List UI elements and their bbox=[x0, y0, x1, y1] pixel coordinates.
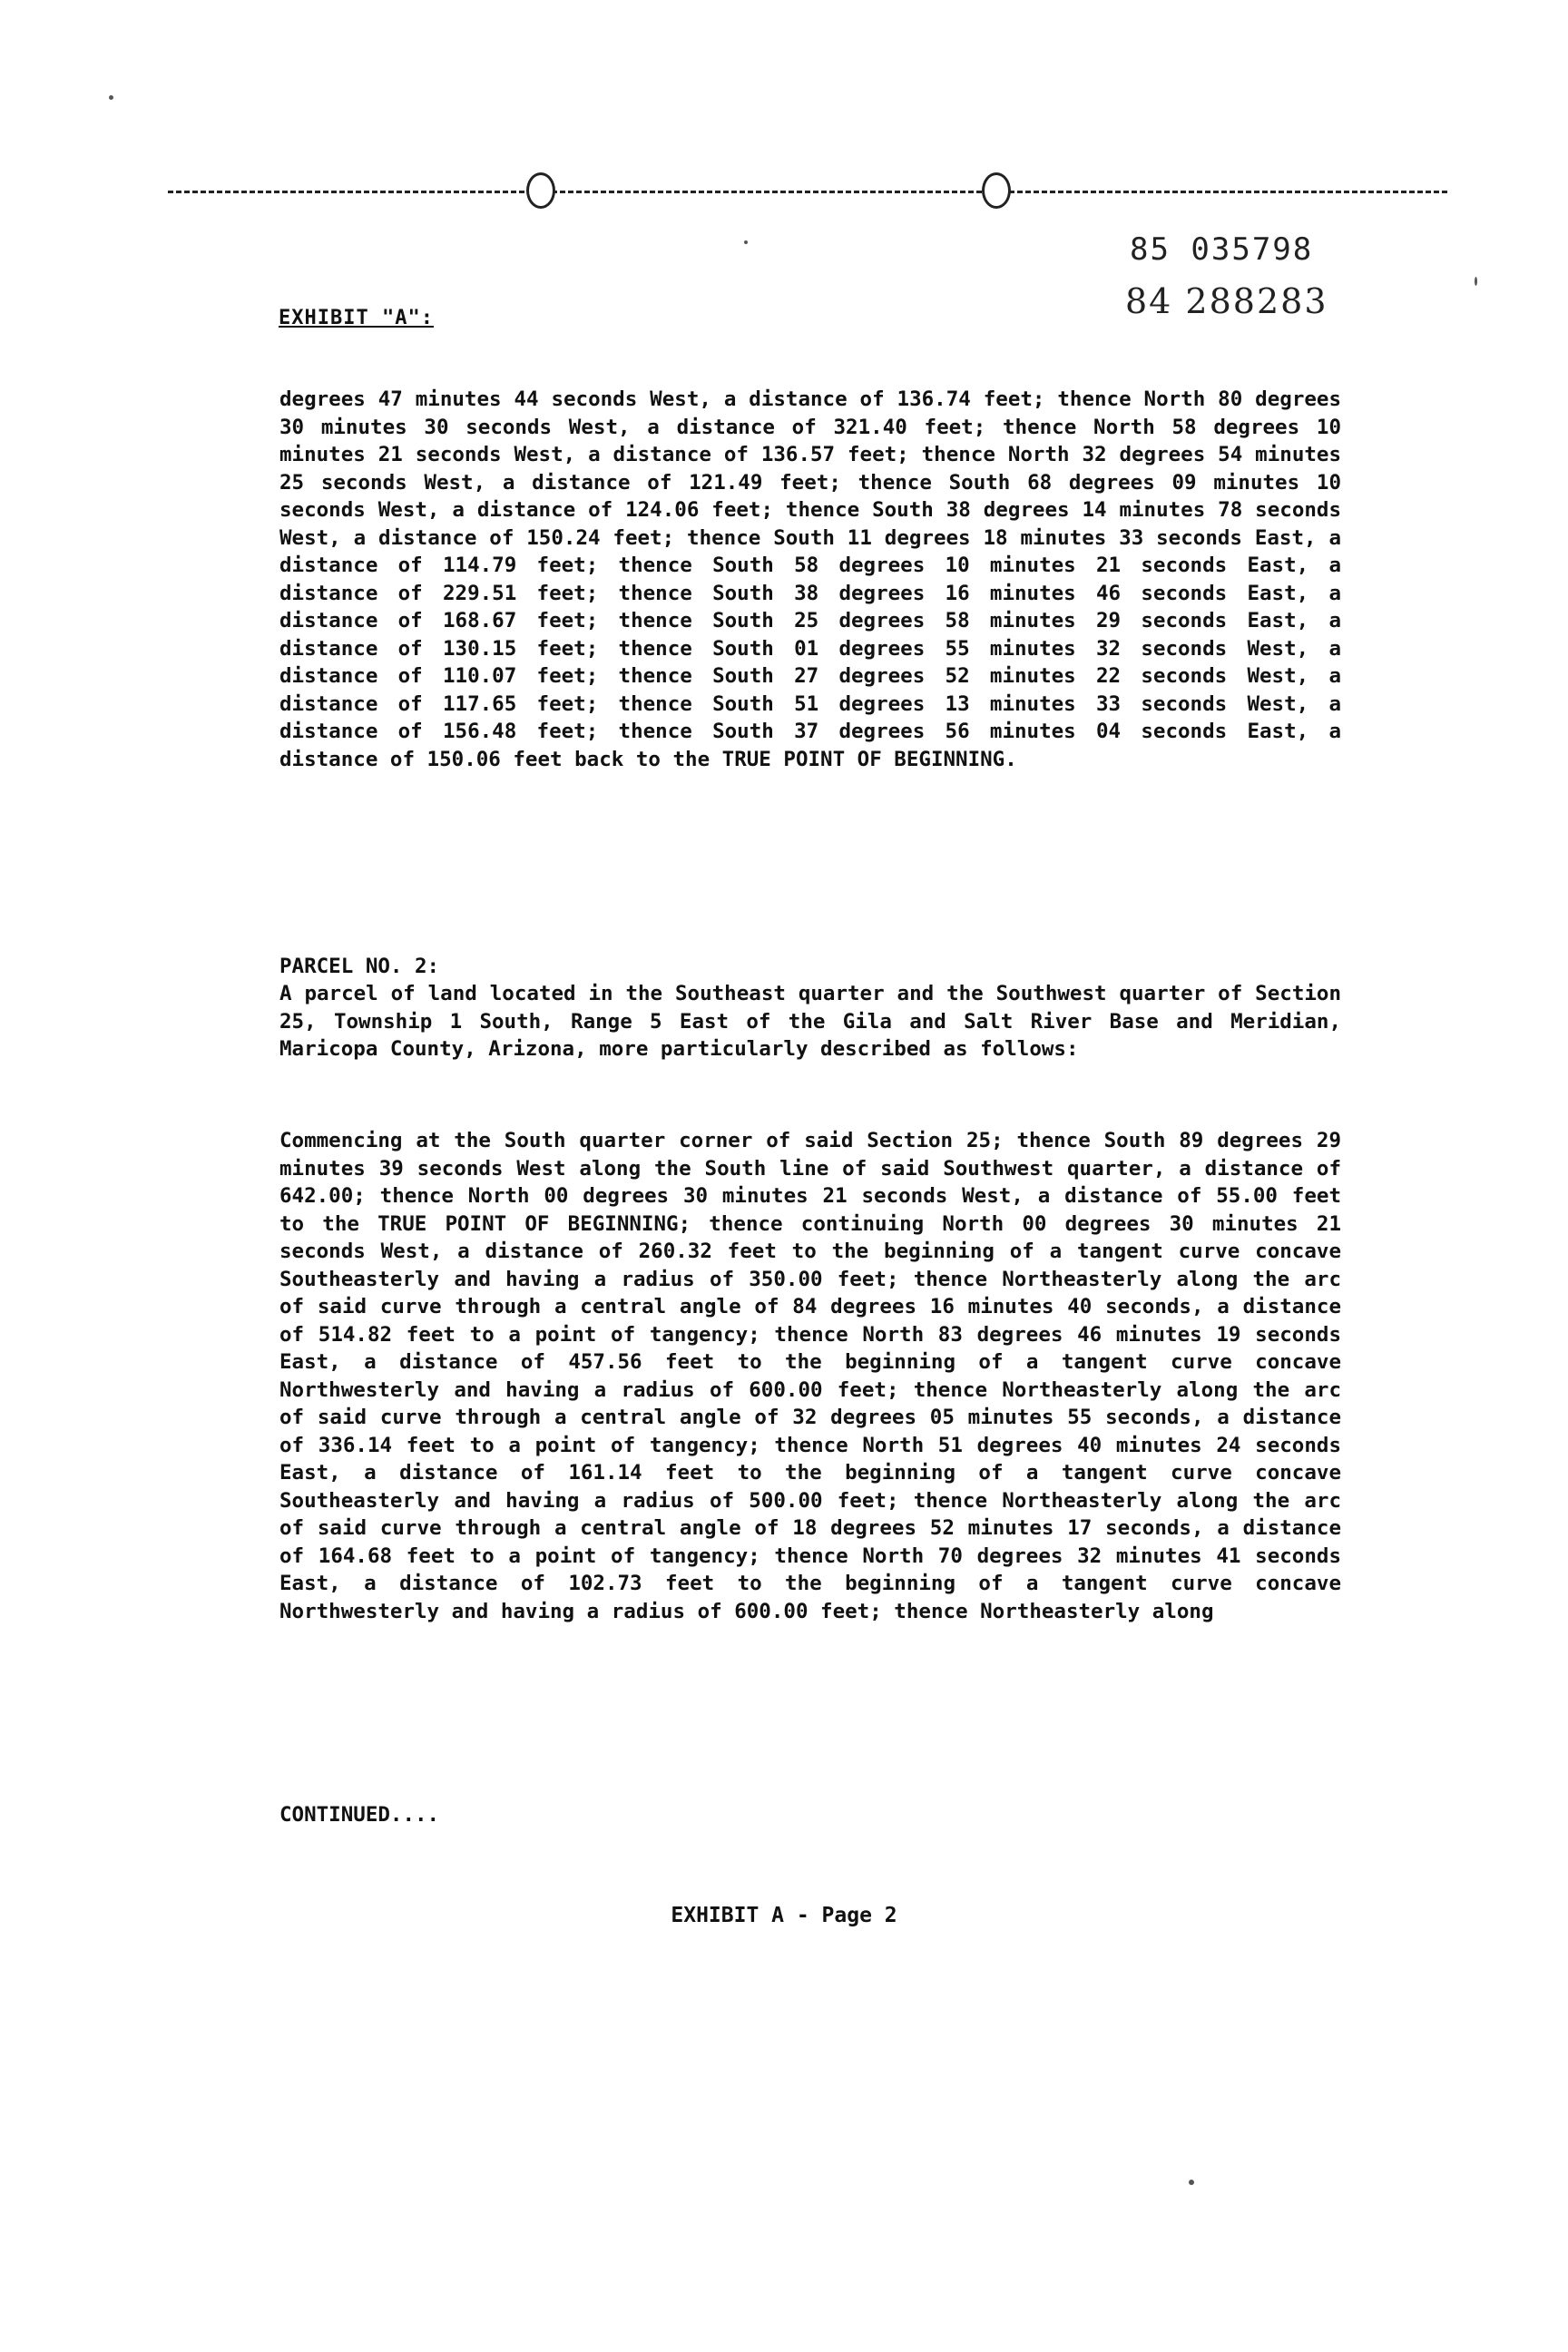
legal-description-paragraph: degrees 47 minutes 44 seconds West, a distance of 136.74 feet; thence North 80 degrees 30 minutes 30 seconds West, a distance of 321.40 feet; thence North 58 degrees 10 minutes 21 seconds West, a distance of 136.57 feet; thence North 32 degrees 54 minutes 25 seconds West, a distance of 121.49 feet; thence South 68 degrees 09 minutes 10 seconds West, a distance of 124.06 feet; thence South 38 degrees 14 minutes 78 seconds West, a distance of 150.24 feet; thence South 11 degrees 18 minutes 33 seconds East, a distance of 114.79 feet; thence South 58 degrees 10 minutes 21 seconds East, a distance of 229.51 feet; thence South 38 degrees 16 minutes 46 seconds East, a distance of 168.67 feet; thence South 25 degrees 58 minutes 29 seconds East, a distance of 130.15 feet; thence South 01 degrees 55 minutes 32 seconds West, a distance of 110.07 feet; thence South 27 degrees 52 minutes 22 seconds West, a distance of 117.65 feet; thence South 51 degrees 13 minutes 33 seconds West, a distance of 156.48 feet; thence South 37 degrees 56 minutes 04 seconds East, a distance of 150.06 feet back to the TRUE POINT OF BEGINNING. bbox=[279, 387, 1341, 771]
punch-hole-left bbox=[526, 172, 555, 209]
continued-note: CONTINUED.... bbox=[279, 1803, 440, 1827]
scan-header-rule bbox=[168, 191, 1447, 193]
punch-hole-right bbox=[982, 172, 1011, 209]
scan-speck bbox=[109, 95, 113, 100]
exhibit-heading: EXHIBIT "A": bbox=[279, 307, 434, 329]
page-footer: EXHIBIT A - Page 2 bbox=[671, 1904, 897, 1927]
scan-speck bbox=[1475, 277, 1477, 286]
recording-number-stamp: 85 035798 bbox=[1130, 231, 1314, 268]
parcel-description-paragraph: Commencing at the South quarter corner of said Section 25; thence South 89 degrees 29 minutes 39 seconds West along the South line of said Southwest quarter, a distance of 642.00; thence North 00 degrees 30 minutes 21 seconds West, a distance of 55.00 feet to the TRUE POINT OF BEGINNING; thence continuing North 00 degrees 30 minutes 21 seconds West, a distance of 260.32 feet to the beginning of a tangent curve concave Southeasterly and having a radius of 350.00 feet; thence Northeasterly along the arc of said curve through a central angle of 84 degrees 16 minutes 40 seconds, a distance of 514.82 feet to a point of tangency; thence North 83 degrees 46 minutes 19 seconds East, a distance of 457.56 feet to the beginning of a tangent curve concave Northwesterly and having a radius of 600.00 feet; thence Northeasterly along the arc of said curve through a central angle of 32 degrees 05 minutes 55 seconds, a distance of 336.14 feet to a point of tangency; thence North 51 degrees 40 minutes 24 seconds East, a distance of 161.14 feet to the beginning of a tangent curve concave Southeasterly and having a radius of 500.00 feet; thence Northeasterly along the arc of said curve through a central angle of 18 degrees 52 minutes 17 seconds, a distance of 164.68 feet to a point of tangency; thence North 70 degrees 32 minutes 41 seconds East, a distance of 102.73 feet to the beginning of a tangent curve concave Northwesterly and having a radius of 600.00 feet; thence Northeasterly along bbox=[279, 1129, 1341, 1623]
scan-speck bbox=[744, 240, 748, 244]
parcel-heading: PARCEL NO. 2: bbox=[279, 955, 440, 978]
scan-speck bbox=[1189, 2180, 1194, 2185]
recording-number-stamp-old: 84 288283 bbox=[1125, 281, 1328, 321]
parcel-intro-paragraph: A parcel of land located in the Southeast quarter and the Southwest quarter of Section 25, Township 1 South, Range 5 East of the Gila and Salt River Base and Meridian, Maricopa County, Arizona, more particularly described as follows: bbox=[279, 982, 1341, 1061]
